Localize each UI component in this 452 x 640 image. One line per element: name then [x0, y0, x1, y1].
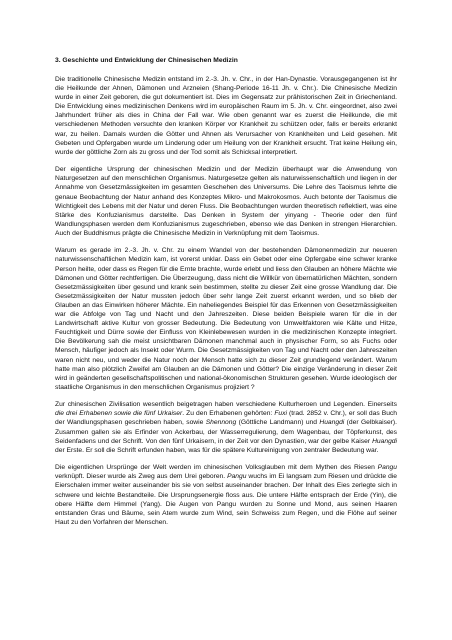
text-run: (trad. 2852 v. Chr.), er soll das Buch der Wandlungsphasen geschrieben haben, sowie [55, 410, 397, 427]
italic-run: Huangdi [319, 419, 345, 427]
text-run: verknüpft. Dieser wurde als Zweg aus dem Urei geboren. [55, 473, 228, 481]
paragraph-origins: Die traditionelle Chinesische Medizin entstand im 2.-3. Jh. v. Chr., in der Han-Dynastie. Vorausgegangenen ist ihr die Heilkunde der Ahnen, Dämonen und Arzneien (Shang-Periode 16-11 Jh. v. Chr.). Die Chinesische Medizin wurde in einer Zeit geboren, die gut dokumentiert ist. Dies im Gegensatz zur prähistorischen Zeit in Griechenland. Die Entwicklung eines medizinischen Denkens wird im europäischen Raum im 5. Jh. v. Chr. eingeordnet, also zwei Jahrhundert früher als dies in China der Fall war. Wie oben genannt war es zuerst die Heilkunde, die mit verschiedenen Methoden versuchte den kranken Körper vor Krankheit zu schützen oder, falls er bereits erkrankt war, zu heilen. Damals wurden die Götter und Ahnen als Verursacher von Krankheiten und Leid gesehen. Mit Gebeten und Opfergaben wurde um Linderung oder um Heilung von der Krankheit ersucht. Trat keine Heilung ein, wurde der göttliche Zorn als zu gross und der Tod somit als Schicksal interpretiert. [55, 76, 397, 156]
paragraph-natural-laws: Der eigentliche Ursprung der chinesischen Medizin und der Medizin überhaupt war die Anwendung von Naturgesetzen auf den menschlichen Organismus. Naturgesetze gelten als naturwissenschaftlich und liegen in der Annahme von Gesetzmässigkeiten im gesamten Geschehen des Universums. Die Lehre des Taoismus lehrte die genaue Beobachtung der Natur anhand des Konzeptes Mikro- und Makrokosmos. Auch betonte der Taoismus die Wichtigkeit des Lebens mit der Natur und deren Fluss. Die Beobachtungen wurden theoretisch reflektiert, was eine Stärke des Konfuzianismus darstellte. Das Denken in System der yinyang - Theorie oder den fünf Wandlungsphasen werden dem Konfuzianismus zugeschrieben, ebenso wie das Denken in strengen Hierarchien. Auch der Buddhismus prägte die Chinesische Medizin in Verknüpfung mit dem Taoismus. [55, 166, 397, 237]
italic-run: Huangdi [372, 437, 397, 445]
text-run: (der Gelbkaiser). Zusammen gallen sie als Erfinder von Ackerbau, der Wasserregulierung, dem Wagenbau, der Töpferkunst, des Seidenfadens und der Schrift. Von den fünf Urkaisern, in der Zeit vor den Dynastien, war der gelbe Kaiser [55, 419, 397, 445]
paragraph-culture-heroes [55, 400, 397, 455]
section-heading: 3. Geschichte und Entwicklung der Chinesischen Medizin [55, 57, 238, 64]
paragraph-pangu [55, 463, 397, 527]
text-run: der Erste. Er soll die Schrift erfunden haben, was für die spätere Kultureinigung von zentraler Bedeutung war. [55, 446, 379, 454]
italic-run: Pangu [227, 473, 247, 481]
italic-run: Shennong [205, 419, 237, 427]
text-run: Zur chinesischen Zivilisation wesentlich beigetragen haben verschiedene Kulturheroen und Legenden. Einerseits [55, 401, 397, 409]
paragraph-transition: Warum es gerade im 2.-3. Jh. v. Chr. zu einem Wandel von der bestehenden Dämonenmedizin zur neueren naturwissenschaftlichen Medizin kam, ist vorerst unklar. Dass ein Gebet oder eine Opfergabe eine schwer kranke Person heilte, oder dass es Regen für die Ernte brachte, wurde erlebt und liess den Glauben an höhere Mächte wie Dämonen und Götter rechtfertigen. Die Überzeugung, dass nicht die Willkür von übernatürlichen Mächten, sondern Gesetzmässigkeiten über gesund und krank sein bestimmen, stellte zu dieser Zeit eine grosse Wandlung dar. Die Gesetzmässigkeiten der Natur mussten jedoch über sehr lange Zeit zuerst erkannt werden, und so blieb der Glauben an das Einwirken höherer Mächte. Ein naheliegendes Beispiel für das Erkennen von Gesetzmässigkeiten war die Abfolge von Tag und Nacht und den Jahreszeiten. Diese beiden Beispiele waren für die in der Landwirtschaft aktive Kultur von grosser Bedeutung. Die Bedeutung von Umweltfaktoren wie Kälte und Hitze, Feuchtigkeit und Dürre sowie der Einfluss von Kleinlebewesen wurden in die medizinischen Konzepte integriert. Die Bevölkerung sah die meist unsichtbaren Dämonen manchmal auch in physischer Form, so als Fuchs oder Mensch, häufiger jedoch als Insekt oder Wurm. Die Gesetzmässigkeiten von Tag und Nacht oder den Jahreszeiten waren nicht neu, und weder die Natur noch der Mensch hatte sich zu dieser Zeit grundlegend verändert. Warum hatte man also plötzlich Zweifel am Glauben an die Dämonen und Götter? Die einzige Veränderung in dieser Zeit wird in geänderten gesellschaftspolitischen und national-ökonomischen Strukturen gesehen. Wurde ideologisch der staatliche Organismus in den menschlichen Organismus projiziert ? [55, 247, 397, 391]
italic-run: die drei Erhabenen sowie die fünf Urkaiser [55, 410, 183, 418]
italic-run: Pangu [377, 464, 397, 472]
text-run: . Zu den Erhabenen gehörten: [182, 410, 275, 418]
italic-run: Fuxi [274, 410, 287, 418]
text-run: wuchs im Ei langsam zum Riesen und drückte die Eierschalen immer weiter auseinander bis sie von selbst auseinander brachen. Der Inhalt des Eies zerlegte sich in schwere und leichte Bestandteile. Die Ursprungsenergie floss aus. Die untere Hälfte entsprach der Erde (Yin), die obere Hälfte dem Himmel (Yang). Die Augen von Pangu wurden zu Sonne und Mond, aus seinen Haaren entstanden Gras und Bäume, sein Atem wurde zum Wind, sein Schweiss zum Regen, und die Flöhe auf seiner Haut zu den Vorfahren der Menschen. [55, 473, 397, 526]
text-run: (Göttliche Landmann) und [236, 419, 320, 427]
text-run: Die eigentlichen Ursprünge der Welt werden im chinesischen Volksglauben mit dem Mythen des Riesen [55, 464, 378, 472]
